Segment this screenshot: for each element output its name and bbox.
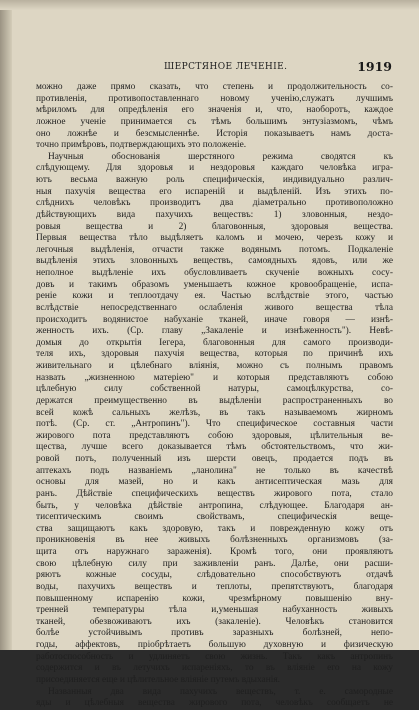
text-line: щита отъ наружнаго зараженія). Кромѣ того, они проявляютъ bbox=[36, 547, 393, 557]
running-title: ШЕРСТЯНОЕ ЛЕЧЕНІЕ. bbox=[164, 62, 288, 72]
text-line: болѣе устойчивымъ противъ заразныхъ болѣзней, непо- bbox=[36, 628, 393, 639]
text-line: держатся преимущественно въ выдѣленіи распространенныхъ во bbox=[36, 395, 393, 406]
text-line: присоединяется еще и цѣлительное вліяніе путемъ вдыханія. bbox=[36, 674, 280, 685]
text-line: ства защищаютъ какъ здоровую, такъ и поврежденную кожу отъ bbox=[36, 523, 393, 534]
text-line: дѣйствующихъ вида пахучихъ веществъ: 1) зловонныя, нездо- bbox=[36, 209, 393, 220]
text-line: противленія, противопоставленнаго новому ученію,служатъ лучшимъ bbox=[36, 93, 393, 104]
text-line: вслѣдствіе непосредственнаго ослабленія живого вещества тѣла bbox=[36, 302, 393, 313]
text-line: жирового пота представляютъ собою здоровыя, цѣлительныя ве- bbox=[36, 430, 393, 441]
text-line: назвать „жизненною матеріею" и которыя представляютъ собою bbox=[36, 372, 393, 383]
text-line: Первыя вещества тѣло выдѣляетъ каломъ и мочею, черезъ кожу и bbox=[36, 233, 393, 244]
text-line: слѣдующему. Для здоровья и нездоровья каждаго человѣка игра- bbox=[36, 163, 393, 174]
text-line: аптекахъ подъ названіемъ „ланолина" не только въ качествѣ bbox=[36, 465, 393, 476]
text-line: щества, лучше всего доказывается тѣмъ обстоятельствомъ, что жи- bbox=[36, 442, 393, 453]
text-line: живительнаго и цѣлебнаго вліянія, можно съ полнымъ правомъ bbox=[36, 361, 393, 371]
text-line: Названныя два вида пахучихъ веществъ, т. е. самородные bbox=[48, 686, 393, 697]
text-line: всей кожѣ сальныхъ желѣзъ, въ такъ называемомъ жирномъ bbox=[36, 407, 393, 418]
text-line: ютъ весьма важную роль специфическія, индивидуально различ- bbox=[36, 175, 393, 185]
text-line: оно ложнѣе и безсмысленнѣе. Исторія показываетъ намъ доста- bbox=[36, 128, 393, 139]
text-line: воды, пахучихъ веществъ и теплоты, препятствуютъ, благодаря bbox=[36, 581, 393, 592]
text-line: довъ и такимъ образомъ уменьшаетъ кожное кровообращеніе, испа- bbox=[36, 279, 393, 290]
text-line: тисептическимъ своимъ свойствамъ, специфическія веще- bbox=[36, 512, 393, 523]
page-header bbox=[36, 59, 392, 77]
text-line: реніе кожи и теплоотдачу ея. Частью вслѣдствіе этого, частью bbox=[36, 291, 393, 302]
text-line: ряютъ кожные сосуды, слѣдовательно способствуютъ отдачѣ bbox=[36, 570, 393, 581]
text-line: женность ихъ. (Ср. главу „Закаленіе и изнѣженность"). Невѣ- bbox=[36, 326, 393, 337]
text-line: тканей, обезвоживаютъ ихъ (закаленіе). Человѣкъ становится bbox=[36, 616, 393, 627]
text-line: можно даже прямо сказать, что степень и продолжительность со- bbox=[36, 82, 393, 92]
text-line: неполное выдѣленіе ихъ обусловливаетъ скученіе вожныхъ сосу- bbox=[36, 268, 393, 278]
text-line: основы для мазей, но и какъ антисептическая мазь для bbox=[36, 477, 393, 488]
text-line: ныя пахучія вещества его испареній и выдѣленій. Изъ этихъ по- bbox=[36, 186, 393, 197]
text-line: происходитъ водянистое набуханіе тканей, иначе говоря — изнѣ- bbox=[36, 314, 393, 325]
text-line: легочныя выдѣленія, отчасти также водянымъ потомъ. Подкаленіе bbox=[36, 244, 393, 255]
text-line: выдѣленія этихъ зловонныхъ веществъ, самоядныхъ ядовъ, или же bbox=[36, 256, 393, 267]
page-binding-edge bbox=[0, 0, 12, 650]
text-line: содержится и въ летучихъ испареніяхъ, то въ вліяніе его на кожу bbox=[36, 663, 393, 674]
text-line: работоспособность и удлиняетъ свою жизнь. Такъ какъ антропинъ bbox=[36, 651, 393, 662]
text-line: мѣриломъ для опредѣленія его значенія и, что, наоборотъ, каждое bbox=[36, 105, 393, 116]
text-line: проникновенія въ нее живыхъ болѣзненныхъ организмовъ (за- bbox=[36, 535, 393, 546]
body-text bbox=[36, 82, 393, 710]
text-line: домыя до открытія Іегера, благовонныя для самого производи- bbox=[36, 337, 393, 348]
text-line: быть, у человѣка дѣйствіе антропина, слѣдующее. Благодаря ан- bbox=[36, 500, 393, 511]
text-line: ранъ. Дѣйствіе специфическихъ веществъ жирового пота, стало bbox=[36, 488, 393, 499]
text-line: яды и цѣлебныя вещества жирового пота, человѣкъ сообщаетъ не bbox=[36, 698, 393, 709]
text-line: цѣлебную силу собственной натуры, самоцѣлкурства, со- bbox=[36, 384, 393, 395]
text-line: ложное ученіе принимается съ тѣмъ большимъ энтузіазмомъ, чѣмъ bbox=[36, 116, 393, 127]
text-line: свою цѣлебную силу при заживленіи ранъ. Далѣе, они расши- bbox=[36, 558, 393, 569]
text-line: ровой потъ, полученный изъ шерсти овецъ, продается подъ въ bbox=[36, 454, 393, 464]
text-line: слѣднихъ человѣкъ производитъ два діаметрально противоположно bbox=[36, 198, 393, 209]
text-line: потѣ. (Ср. ст. „Антропинъ"). Что специфическое составныя части bbox=[36, 419, 393, 430]
page-top-edge bbox=[0, 0, 419, 10]
text-line: Научныя обоснованія шерстяного режима сводятся къ bbox=[48, 151, 393, 162]
text-line: теля ихъ, здоровыя пахучія вещества, которыя по причинѣ ихъ bbox=[36, 349, 393, 360]
text-line: тренней температуры тѣла и,уменьшая набуханность живыхъ bbox=[36, 605, 393, 616]
text-line: повышенному испаренію кожи, чрезмѣрному повышенію вну- bbox=[36, 593, 393, 604]
text-line: годы, аффектовъ, пріобрѣтаетъ большую духовную и физическую bbox=[36, 640, 393, 650]
text-line: ровыя вещества и 2) благовонныя, здоровыя вещества. bbox=[36, 221, 393, 232]
text-line: точно примѣровъ, подтверждающихъ это положеніе. bbox=[36, 140, 247, 151]
page-number: 1919 bbox=[357, 59, 392, 74]
